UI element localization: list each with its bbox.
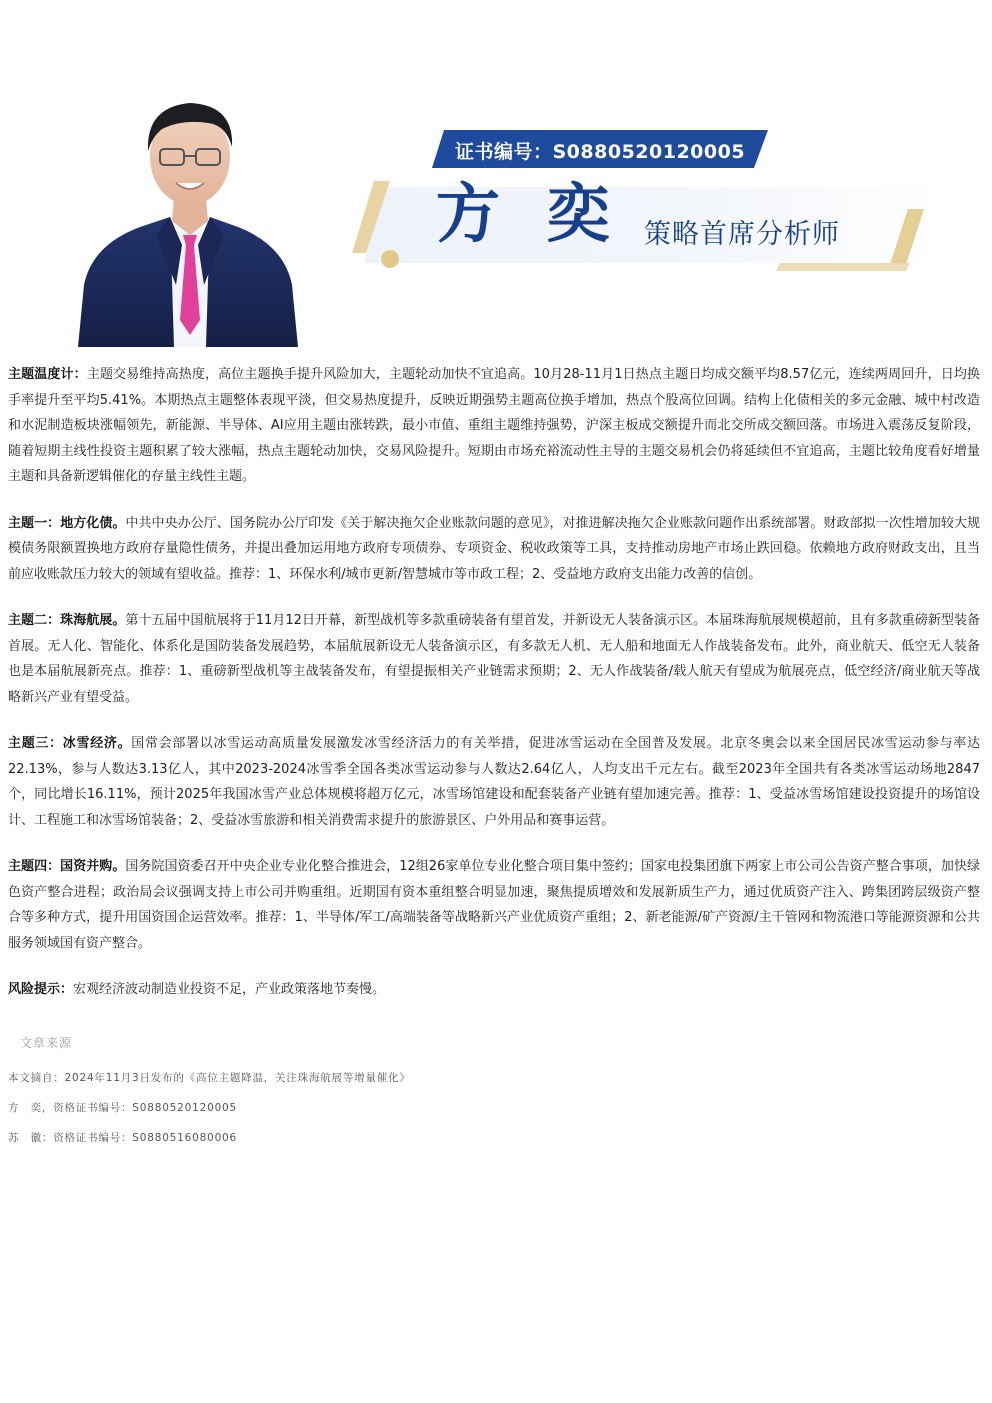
section-text: 国常会部署以冰雪运动高质量发展激发冰雪经济活力的有关举措，促进冰雪运动在全国普及发展。北京冬奥会以来全国居民冰雪运动参与率达22.13%，参与人数达3.13亿人，其中2023-2024冰雪季全国各类冰雪运动参与人数达2.64亿人，人均支出千元左右。截至2023年全国共有各类冰雪运动场地2847个，同比增长16.11%，预计2025年我国冰雪产业总体规模将超万亿元，冰雪场馆建设和配套装备产业链有望加速完善。推荐：1、受益冰雪场馆建设投资提升的场馆设计、工程施工和冰雪场馆装备；2、受益冰雪旅游和相关消费需求提升的旅游景区、户外用品和赛事运营。 — [8, 736, 980, 828]
section-text: 第十五届中国航展将于11月12日开幕，新型战机等多款重磅装备有望首发，并新设无人装备演示区。本届珠海航展规模超前，且有多款重磅新型装备首展。无人化、智能化、体系化是国防装备发展趋势，本届航展新设无人装备演示区，有多款无人机、无人船和地面无人作战装备发布。此外，商业航天、低空无人装备也是本届航展新亮点。推荐：1、重磅新型战机等主战装备发布，有望提振相关产业链需求预期；2、无人作战装备/载人航天有望成为航展亮点，低空经济/商业航天等战略新兴产业有望受益。 — [8, 613, 980, 705]
author-credential-2: 苏 徽：资格证书编号：S0880516080006 — [8, 1132, 238, 1144]
analyst-name: 方 奕 — [436, 177, 623, 252]
analyst-banner — [0, 0, 992, 350]
section-lead: 主题温度计： — [8, 367, 87, 382]
section-text: 宏观经济波动制造业投资不足，产业政策落地节奏慢。 — [73, 982, 386, 997]
section-local-debt — [8, 511, 980, 588]
section-text: 主题交易维持高热度，高位主题换手提升风险加大，主题轮动加快不宜追高。10月28-11月1日热点主题日均成交额平均8.57亿元，连续两周回升，日均换手率提升至平均5.41%。本期热点主题整体表现平淡，但交易热度提升，反映近期强势主题高位换手增加，热点个股高位回调。结构上化债相关的多元金融、城中村改造和水泥制造板块涨幅领先，新能源、半导体、AI应用主题由涨转跌，最小市值、重组主题维持强势，沪深主板成交额提升而北交所成交额回落。市场进入震荡反复阶段，随着短期主线性投资主题积累了较大涨幅，热点主题轮动加快，交易风险提升。短期由市场充裕流动性主导的主题交易机会仍将延续但不宜追高，主题比较角度看好增量主题和具备新逻辑催化的存量主线性主题。 — [8, 367, 980, 484]
section-lead: 主题二：珠海航展。 — [8, 613, 126, 628]
section-ice-snow-economy — [8, 731, 980, 833]
section-lead: 主题一：地方化债。 — [8, 515, 126, 531]
analyst-title: 策略首席分析师 — [644, 219, 840, 250]
section-theme-thermometer — [8, 362, 980, 490]
section-lead: 主题四：国资并购。 — [8, 859, 126, 874]
section-text: 国务院国资委召开中央企业专业化整合推进会，12组26家单位专业化整合项目集中签约；国家电投集团旗下两家上市公司公告资产整合事项，加快绿色资产整合进程；政治局会议强调支持上市公司并购重组。近期国有资本重组整合明显加速，聚焦提质增效和发展新质生产力，通过优质资产注入、跨集团跨层级资产整合等多种方式，提升用国资国企运营效率。推荐：1、半导体/军工/高端装备等战略新兴产业优质资产重组；2、新老能源/矿产资源/主干管网和物流港口等能源资源和公共服务领域国有资产整合。 — [8, 859, 980, 951]
section-zhuhai-airshow — [8, 608, 980, 710]
section-soe-mergers — [8, 854, 980, 956]
section-text: 中共中央办公厅、国务院办公厅印发《关于解决拖欠企业账款问题的意见》，对推进解决拖欠企业账款问题作出系统部署。财政部拟一次性增加较大规模债务限额置换地方政府存量隐性债务，并提出叠加运用地方政府专项债券、专项资金、税收政策等工具，支持推动房地产市场止跌回稳。依赖地方政府财政支出，且当前应收账款压力较大的领域有望收益。推荐：1、环保水利/城市更新/智慧城市等市政工程；2、受益地方政府支出能力改善的信创。 — [8, 515, 980, 582]
article-body — [8, 362, 980, 1024]
certificate-number: 证书编号：S0880520120005 — [455, 141, 746, 163]
source-excerpt: 本文摘自：2024年11月3日发布的《高位主题降温，关注珠海航展等增量催化》 — [8, 1072, 411, 1084]
section-risk-warning — [8, 977, 980, 1003]
source-label: 文章来源 — [20, 1036, 73, 1050]
section-lead: 风险提示： — [8, 982, 74, 997]
analyst-portrait — [70, 85, 305, 347]
author-credential-1: 方 奕，资格证书编号：S0880520120005 — [8, 1102, 238, 1114]
section-lead: 主题三：冰雪经济。 — [8, 736, 132, 751]
